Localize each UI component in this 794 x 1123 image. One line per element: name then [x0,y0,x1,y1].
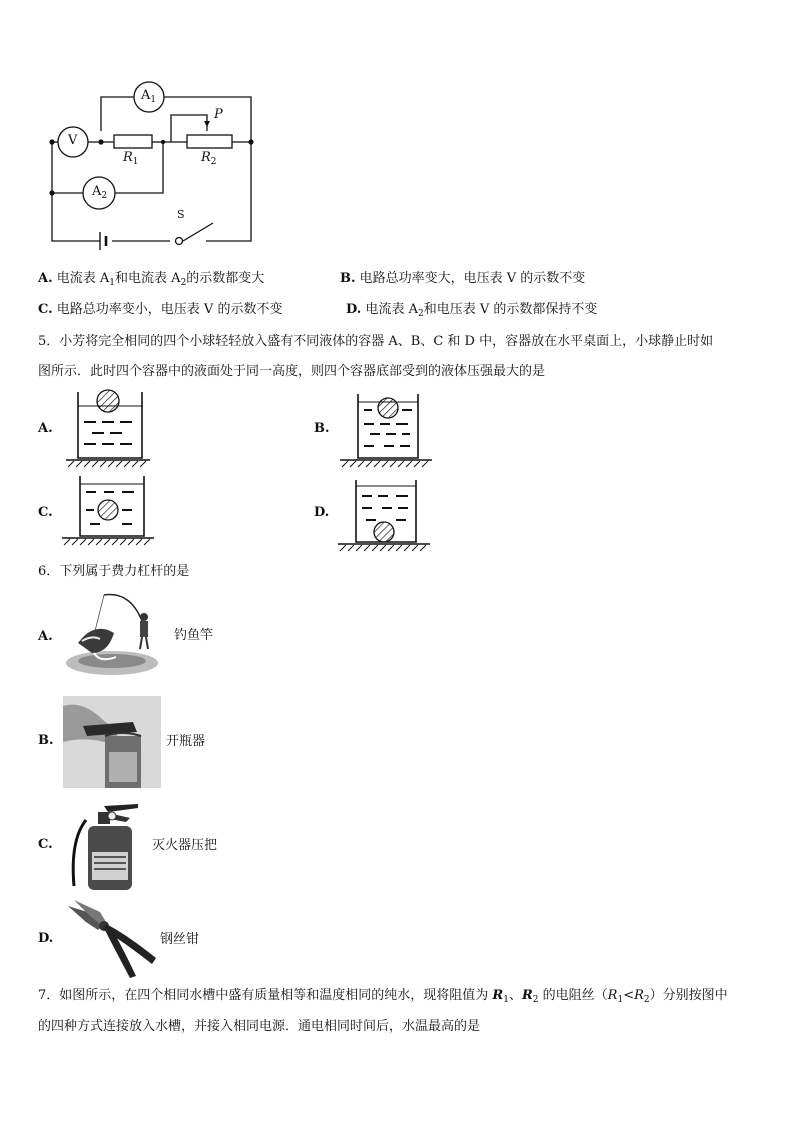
q6-option-a-label: 钓鱼竿 [174,628,214,643]
q5-option-d-letter: D. [314,505,330,520]
q5-container-d [338,476,438,556]
q7-stem-line1: 7．如图所示，在四个相同水槽中盛有质量相等和温度相同的纯水，现将阻值为 $R_1$、$R_2$ 的电阻丝$(R_1<R_2)$分别按图中 [38,988,728,1005]
pliers-image [64,898,160,980]
slider-p-label: P [214,107,223,122]
q4-option-a: A. 电流表 $A_1$和电流表 $A_2$的示数都变大 [38,271,265,288]
q6-option-b-label: 开瓶器 [166,734,206,749]
ammeter-a2-label: $A_2$ [92,184,108,201]
switch-s-label: S [177,208,185,221]
fishing-rod-image [64,591,174,683]
voltmeter-label: V [68,133,78,148]
ammeter-a1-label: $A_1$ [141,88,157,105]
resistor-r2-label: $R_2$ [201,150,217,167]
q5-option-a-letter: A. [38,421,53,436]
q4-option-b: B. 电路总功率变大，电压表 V 的示数不变 [340,271,586,286]
q5-option-c-letter: C. [38,505,53,520]
q6-option-d-label: 钢丝钳 [160,932,200,947]
q5-container-b [338,390,438,470]
q5-stem-line2: 图所示．此时四个容器中的液面处于同一高度，则四个容器底部受到的液体压强最大的是 [38,364,546,379]
q6-option-b-letter: B. [38,733,54,748]
q4-option-d: D. 电流表 $A_2$和电压表 V 的示数都保持不变 [346,302,598,319]
q5-container-a [62,388,162,468]
resistor-r1-label: $R_1$ [123,150,139,167]
fire-extinguisher-image [64,800,146,892]
q6-option-a-letter: A. [38,629,53,644]
q5-container-c [60,472,160,552]
q6-option-c-letter: C. [38,837,53,852]
bottle-opener-image [63,696,161,788]
q6-option-d-letter: D. [38,931,54,946]
q7-stem-line2: 的四种方式连接放入水槽，并接入相同电源．通电相同时间后，水温最高的是 [38,1019,481,1034]
q6-stem: 6．下列属于费力杠杆的是 [38,564,190,579]
q5-stem-line1: 5．小芳将完全相同的四个小球轻轻放入盛有不同液体的容器 A、B、C 和 D 中，容器放在水平桌面上，小球静止时如 [38,334,714,349]
q5-option-b-letter: B. [314,421,330,436]
q6-option-c-label: 灭火器压把 [152,838,218,853]
q4-option-c: C. 电路总功率变小，电压表 V 的示数不变 [38,302,283,317]
